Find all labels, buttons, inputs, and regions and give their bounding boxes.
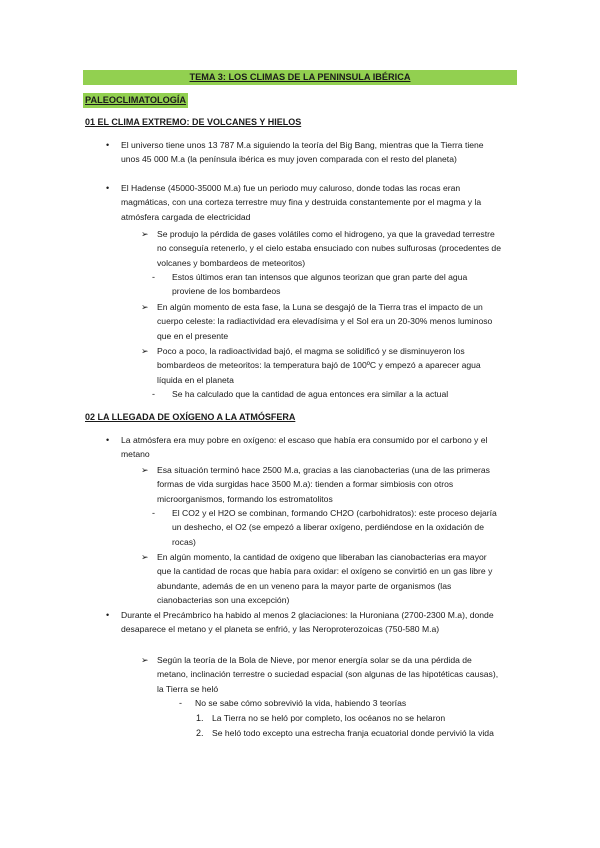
sub-bullet-text: Esa situación terminó hace 2500 M.a, gracias a las cianobacterias (una de las primeras formas de vida surgidas hace 3500 M.a): tienden a formar simbiosis con otros microorganismos, formando los estromatolitos: [157, 465, 490, 504]
sub-bullet-text: Según la teoría de la Bola de Nieve, por menor energía solar se da una pérdida de metano, inclinación terrestre o suciedad espacial (son algunas de las hipotéticas causas), la Tierra se heló: [157, 655, 499, 694]
sub-sub-bullet-text: El CO2 y el H2O se combinan, formando CH2O (carbohidratos): este proceso dejaría un deshecho, el O2 (se empezó a liberar oxígeno, perdiéndose en la oxidación de rocas): [172, 508, 497, 547]
sub-bullet-text: Poco a poco, la radioactividad bajó, el magma se solidificó y se disminuyeron los bombardeos de meteoritos: la temperatura bajó de 100ºC y empezó a aparecer agua líquida en el planeta: [157, 346, 481, 385]
bullet-dot: •: [106, 435, 110, 445]
arrow-bullet-icon: ➢: [141, 465, 149, 475]
dash-bullet: -: [152, 389, 155, 399]
bullet-dot: •: [106, 610, 110, 620]
arrow-bullet-icon: ➢: [141, 302, 149, 312]
bullet-dot: •: [106, 183, 110, 193]
bullet-text: Durante el Precámbrico ha habido al menos 2 glaciaciones: la Huroniana (2700-2300 M.a), donde desaparece el metano y el planeta se enfrió, y las Neroproterozoicas (750-580 M.a): [121, 610, 494, 635]
subsection-heading-01: 01 EL CLIMA EXTREMO: DE VOLCANES Y HIELOS: [85, 117, 302, 127]
numbered-item-text: La Tierra no se heló por completo, los océanos no se helaron: [212, 713, 446, 723]
sub-bullet-text: En algún momento de esta fase, la Luna se desgajó de la Tierra tras el impacto de un cuerpo celeste: la radiactividad era elevadísima y el Sol era un 20-30% menos luminoso que en el presente: [157, 302, 493, 341]
section-heading: PALEOCLIMATOLOGÍA: [83, 93, 188, 108]
bullet-text: La atmósfera era muy pobre en oxígeno: el escaso que había era consumido por el carbono y el metano: [121, 435, 488, 460]
arrow-bullet-icon: ➢: [141, 552, 149, 562]
bullet-dot: •: [106, 140, 110, 150]
subsection-heading-02: 02 LA LLEGADA DE OXÍGENO A LA ATMÓSFERA: [85, 412, 296, 422]
arrow-bullet-icon: ➢: [141, 655, 149, 665]
sub-sub-bullet-text: Se ha calculado que la cantidad de agua entonces era similar a la actual: [172, 389, 449, 399]
sub-bullet-text: En algún momento, la cantidad de oxigeno que liberaban las cianobacterias era mayor que la cantidad de rocas que había para oxidar: el oxígeno se convirtió en un gas libre y abundante, además de en un veneno para la mayor parte de organismos (las cianobacterias son una excepción): [157, 552, 493, 605]
dash-bullet: -: [152, 272, 155, 282]
arrow-bullet-icon: ➢: [141, 346, 149, 356]
arrow-bullet-icon: ➢: [141, 229, 149, 239]
numbered-item-text: Se heló todo excepto una estrecha franja ecuatorial donde pervivió la vida: [212, 728, 494, 738]
sub-sub-bullet-text: No se sabe cómo sobrevivió la vida, habiendo 3 teorías: [195, 698, 407, 708]
numbered-marker: 2.: [196, 728, 204, 738]
dash-bullet: -: [179, 698, 182, 708]
numbered-marker: 1.: [196, 713, 204, 723]
sub-bullet-text: Se produjo la pérdida de gases volátiles como el hidrogeno, ya que la gravedad terrestre no conseguía retenerlo, y el cielo estaba ensuciado con nubes sulfurosas (procedentes de volcanes y bombardeos de meteoritos): [157, 229, 501, 268]
sub-sub-bullet-text: Estos últimos eran tan intensos que algunos teorizan que gran parte del agua proviene de los bombardeos: [172, 272, 468, 297]
dash-bullet: -: [152, 508, 155, 518]
bullet-text: El Hadense (45000-35000 M.a) fue un periodo muy caluroso, donde todas las rocas eran magmáticas, con una corteza terrestre muy fina y destruida constantemente por el magma y la atmósfera cargada de electricidad: [121, 183, 482, 222]
document-title: TEMA 3: LOS CLIMAS DE LA PENINSULA IBÉRICA: [83, 70, 517, 85]
bullet-text: El universo tiene unos 13 787 M.a siguiendo la teoría del Big Bang, mientras que la Tierra tiene unos 45 000 M.a (la península ibérica es muy joven comparada con el resto del planeta): [121, 140, 484, 165]
